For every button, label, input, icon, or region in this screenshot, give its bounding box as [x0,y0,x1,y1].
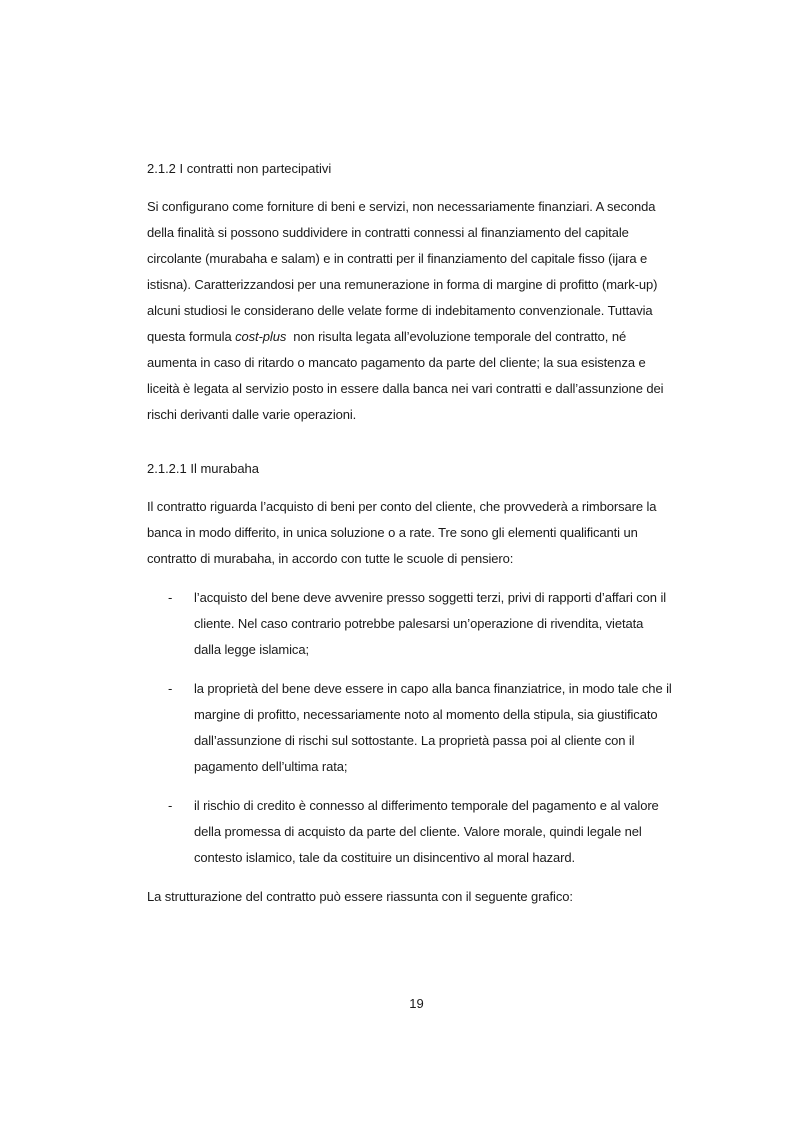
bullet-marker: - [168,590,173,605]
paragraph-line [147,329,626,345]
paragraph-line: circolante (murabaha e salam) e in contratti per il finanziamento del capitale fisso (ijara e [147,251,648,266]
paragraph-line: liceità è legata al servizio posto in essere dalla banca nei vari contratti e dall’assunzione dei [147,381,664,396]
section-heading: 2.1.2 I contratti non partecipativi [147,161,332,176]
page-number: 19 [409,996,424,1011]
text-span: questa formula [147,329,236,344]
subsection-heading: 2.1.2.1 Il murabaha [147,461,260,476]
list-item-line: cliente. Nel caso contrario potrebbe palesarsi un’operazione di rivendita, vietata [194,616,644,631]
italic-term: cost-plus [235,329,287,344]
paragraph-line: contratto di murabaha, in accordo con tutte le scuole di pensiero: [147,551,514,566]
paragraph-line: della finalità si possono suddividere in contratti connessi al finanziamento del capitale [147,225,629,240]
list-item-line: margine di profitto, necessariamente noto al momento della stipula, sia giustificato [194,707,658,722]
bullet-marker: - [168,681,173,696]
list-item-line: della promessa di acquisto da parte del cliente. Valore morale, quindi legale nel [194,824,642,839]
list-item-line: contesto islamico, tale da costituire un disincentivo al moral hazard. [194,850,576,865]
list-item-line: dalla legge islamica; [194,642,309,657]
list-item-line: la proprietà del bene deve essere in capo alla banca finanziatrice, in modo tale che il [194,681,672,696]
paragraph-line: Si configurano come forniture di beni e servizi, non necessariamente finanziari. A seconda [147,199,656,214]
paragraph-line: rischi derivanti dalle varie operazioni. [147,407,357,422]
list-item-line: il rischio di credito è connesso al differimento temporale del pagamento e al valore [194,798,659,813]
list-item-line: dall’assunzione di rischi sul sottostante. La proprietà passa poi al cliente con il [194,733,635,748]
paragraph-line: aumenta in caso di ritardo o mancato pagamento da parte del cliente; la sua esistenza e [147,355,646,370]
paragraph-line: banca in modo differito, in unica soluzione o a rate. Tre sono gli elementi qualificanti un [147,525,638,540]
list-item-line: pagamento dell’ultima rata; [194,759,348,774]
closing-line: La strutturazione del contratto può essere riassunta con il seguente grafico: [147,889,573,904]
paragraph-line: alcuni studiosi le considerano delle velate forme di indebitamento convenzionale. Tuttavia [147,303,653,318]
list-item-line: l’acquisto del bene deve avvenire presso soggetti terzi, privi di rapporti d’affari con il [194,590,667,605]
bullet-marker: - [168,798,173,813]
paragraph-line: istisna). Caratterizzandosi per una remunerazione in forma di margine di profitto (mark-up) [147,277,658,292]
paragraph-line: Il contratto riguarda l’acquisto di beni per conto del cliente, che provvederà a rimborsare la [147,499,657,514]
text-span: non risulta legata all’evoluzione temporale del contratto, né [286,329,627,344]
